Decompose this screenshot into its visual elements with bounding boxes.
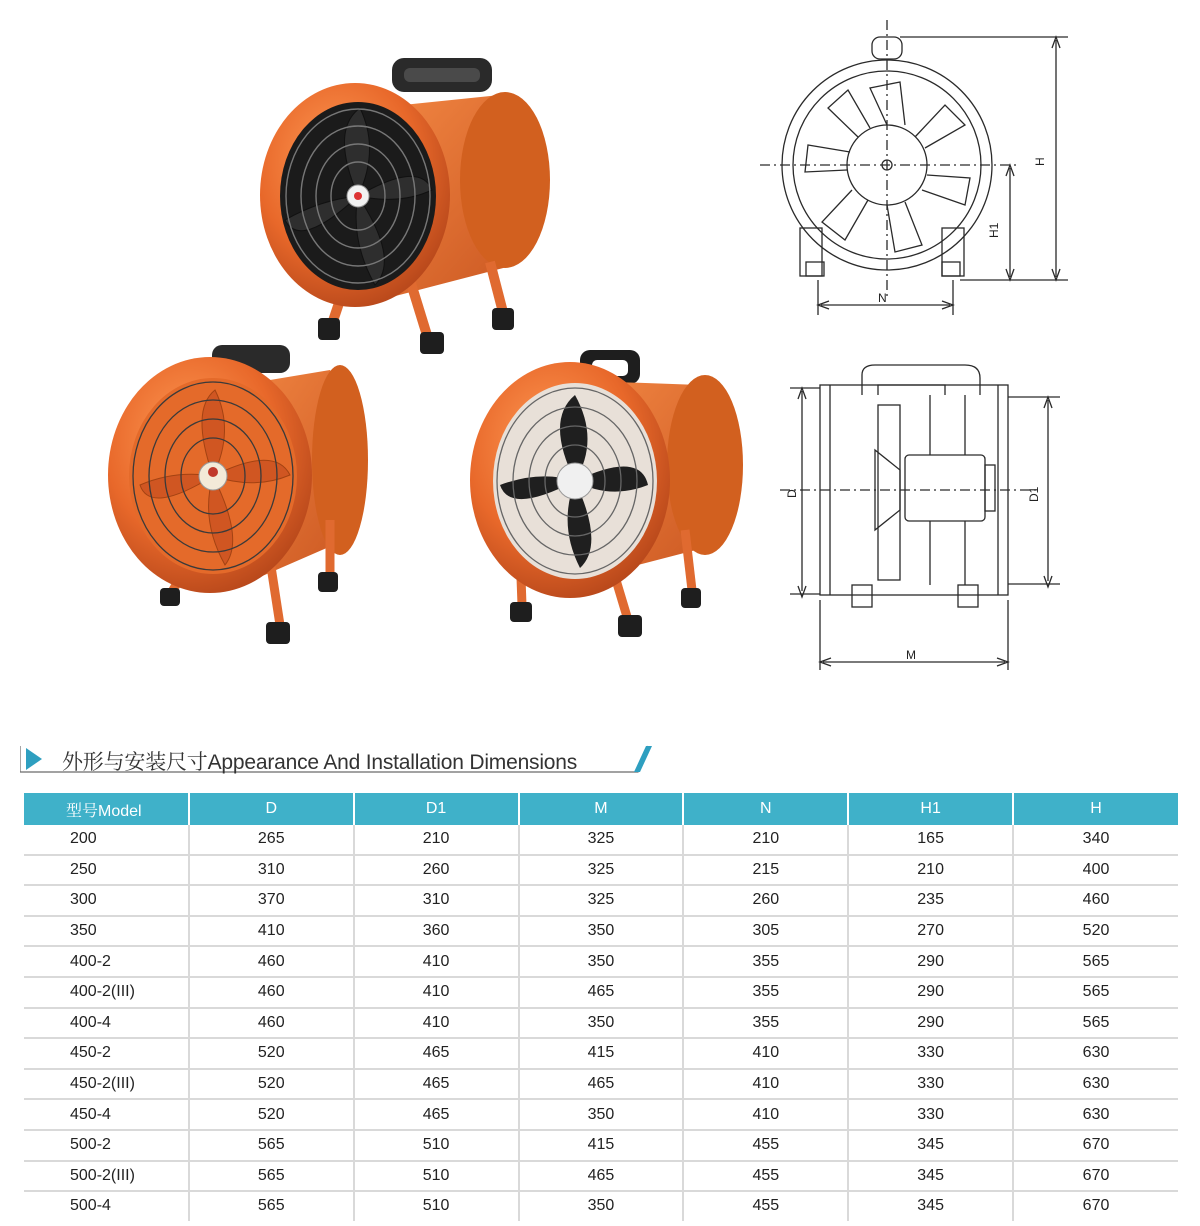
model-cell: 400-4: [24, 1008, 189, 1039]
dimension-cell: 330: [848, 1038, 1013, 1069]
dimension-cell: 410: [189, 916, 354, 947]
table-row: [24, 1161, 1178, 1192]
column-header: H1: [848, 793, 1013, 825]
dimension-cell: 565: [1013, 946, 1178, 977]
dimension-cell: 290: [848, 977, 1013, 1008]
dimension-cell: 370: [189, 885, 354, 916]
table-body: [24, 825, 1178, 1221]
dimension-cell: 350: [519, 1099, 684, 1130]
model-cell: 250: [24, 855, 189, 886]
model-cell: 500-4: [70, 1197, 111, 1215]
dimension-cell: 465: [354, 1038, 519, 1069]
dimension-cell: 210: [354, 825, 519, 855]
dimension-cell: 520: [189, 1099, 354, 1130]
model-cell: 300: [24, 885, 189, 916]
section-title: 外形与安装尺寸Appearance And Installation Dimensions: [62, 751, 578, 774]
dimension-cell: 565: [189, 1191, 354, 1221]
dimension-cell: 415: [519, 1038, 684, 1069]
dimension-cell: 410: [683, 1038, 848, 1069]
dimension-cell: 265: [189, 825, 354, 855]
column-header: N: [683, 793, 848, 825]
heading-accent-left: [26, 748, 42, 770]
column-header: H: [1013, 793, 1178, 825]
column-header: D1: [354, 793, 519, 825]
dimensions-table: [24, 793, 1178, 1221]
dimension-cell: 410: [683, 1099, 848, 1130]
dimension-cell: 455: [683, 1161, 848, 1192]
dimension-cell: 410: [683, 1069, 848, 1100]
dimension-cell: 465: [354, 1069, 519, 1100]
dimension-cell: 630: [1013, 1099, 1178, 1130]
table-row: [24, 855, 1178, 886]
table-row: [24, 1008, 1178, 1039]
dimension-cell: 350: [519, 946, 684, 977]
dim-label-h: H: [1033, 157, 1047, 166]
column-header: M: [519, 793, 684, 825]
dimension-cell: 340: [1013, 825, 1178, 855]
table-row: [24, 1069, 1178, 1100]
dimension-cell: 355: [683, 1008, 848, 1039]
dim-label-d1: D1: [1027, 486, 1041, 502]
dimension-cell: 305: [683, 916, 848, 947]
table-row: [24, 1038, 1178, 1069]
dimension-cell: 630: [1013, 1038, 1178, 1069]
fan-photo-left: [108, 345, 368, 644]
dimension-cell: 355: [683, 946, 848, 977]
dimension-cell: 465: [519, 977, 684, 1008]
dim-label-n: N: [878, 291, 887, 305]
dimension-cell: 325: [519, 885, 684, 916]
dimension-cell: 565: [1013, 1008, 1178, 1039]
dimension-cell: 410: [354, 1008, 519, 1039]
dimension-cell: 260: [354, 855, 519, 886]
model-cell: 400-2(III): [24, 977, 189, 1008]
dimension-cell: 465: [354, 1099, 519, 1130]
dimension-cell: 460: [189, 977, 354, 1008]
column-header: D: [189, 793, 354, 825]
dimension-cell: 465: [519, 1161, 684, 1192]
model-cell: 500-2: [24, 1130, 189, 1161]
dimension-cell: 565: [1013, 977, 1178, 1008]
dimension-cell: 520: [189, 1038, 354, 1069]
dimension-cell: 670: [1013, 1191, 1178, 1221]
dimension-cell: 460: [189, 1008, 354, 1039]
dimension-cell: 360: [354, 916, 519, 947]
dimension-cell: 325: [519, 825, 684, 855]
table-row: [24, 1130, 1178, 1161]
dimension-cell: 510: [354, 1191, 519, 1221]
dimension-cell: 460: [189, 946, 354, 977]
dimension-cell: 350: [519, 916, 684, 947]
dimension-cell: 345: [848, 1130, 1013, 1161]
dim-label-m: M: [906, 648, 916, 662]
drawing-front-view: [760, 20, 1068, 315]
dimension-cell: 565: [189, 1130, 354, 1161]
dimension-cell: 465: [519, 1069, 684, 1100]
dimension-cell: 330: [848, 1099, 1013, 1130]
dimension-cell: 270: [848, 916, 1013, 947]
table-row: [24, 916, 1178, 947]
table-row: [24, 1191, 1178, 1221]
dimension-cell: 345: [848, 1161, 1013, 1192]
dimension-cell: 415: [519, 1130, 684, 1161]
model-cell: 450-2: [24, 1038, 189, 1069]
dimension-cell: 410: [354, 977, 519, 1008]
dimension-cell: 460: [1013, 885, 1178, 916]
model-cell: 500-2(III): [24, 1161, 189, 1192]
table-row: [24, 825, 1178, 855]
dimension-cell: 455: [683, 1130, 848, 1161]
dimension-cell: 260: [683, 885, 848, 916]
dim-label-h1: H1: [987, 222, 1001, 238]
dimension-cell: 350: [519, 1008, 684, 1039]
drawing-side-view: [780, 365, 1060, 670]
table-row: [24, 977, 1178, 1008]
model-cell: 450-2(III): [24, 1069, 189, 1100]
dimension-cell: 455: [683, 1191, 848, 1221]
dimension-cell: 290: [848, 1008, 1013, 1039]
dimension-cell: 330: [848, 1069, 1013, 1100]
table-header-row: [24, 793, 1178, 825]
dimension-cell: 510: [354, 1130, 519, 1161]
dimension-cell: 325: [519, 855, 684, 886]
heading-accent-right: [634, 746, 652, 772]
dimension-cell: 345: [848, 1191, 1013, 1221]
dimension-cell: 210: [683, 825, 848, 855]
dimension-cell: 350: [519, 1191, 684, 1221]
table-row: [24, 946, 1178, 977]
dimension-cell: 520: [189, 1069, 354, 1100]
dimension-cell: 565: [189, 1161, 354, 1192]
dim-label-d: D: [785, 489, 799, 498]
table-row: [24, 885, 1178, 916]
dimension-cell: 510: [354, 1161, 519, 1192]
dimension-cell: 410: [354, 946, 519, 977]
model-cell: 400-2: [24, 946, 189, 977]
dimension-cell: 670: [1013, 1130, 1178, 1161]
dimension-cell: 630: [1013, 1069, 1178, 1100]
dimension-cell: 520: [1013, 916, 1178, 947]
dimension-cell: 670: [1013, 1161, 1178, 1192]
fan-photo-right: [470, 350, 743, 637]
fan-photo-large: [260, 58, 550, 354]
model-cell: 450-4: [24, 1099, 189, 1130]
dimension-cell: 290: [848, 946, 1013, 977]
dimension-cell: 355: [683, 977, 848, 1008]
dimension-cell: 310: [189, 855, 354, 886]
model-cell: 200: [24, 825, 189, 855]
dimension-cell: 310: [354, 885, 519, 916]
column-header: 型号Model: [24, 793, 189, 825]
dimension-cell: 165: [848, 825, 1013, 855]
dimension-cell: 235: [848, 885, 1013, 916]
section-heading: [20, 740, 660, 778]
dimension-cell: 400: [1013, 855, 1178, 886]
dimension-cell: 215: [683, 855, 848, 886]
dimension-cell: 210: [848, 855, 1013, 886]
table-row: [24, 1099, 1178, 1130]
model-cell: 350: [24, 916, 189, 947]
